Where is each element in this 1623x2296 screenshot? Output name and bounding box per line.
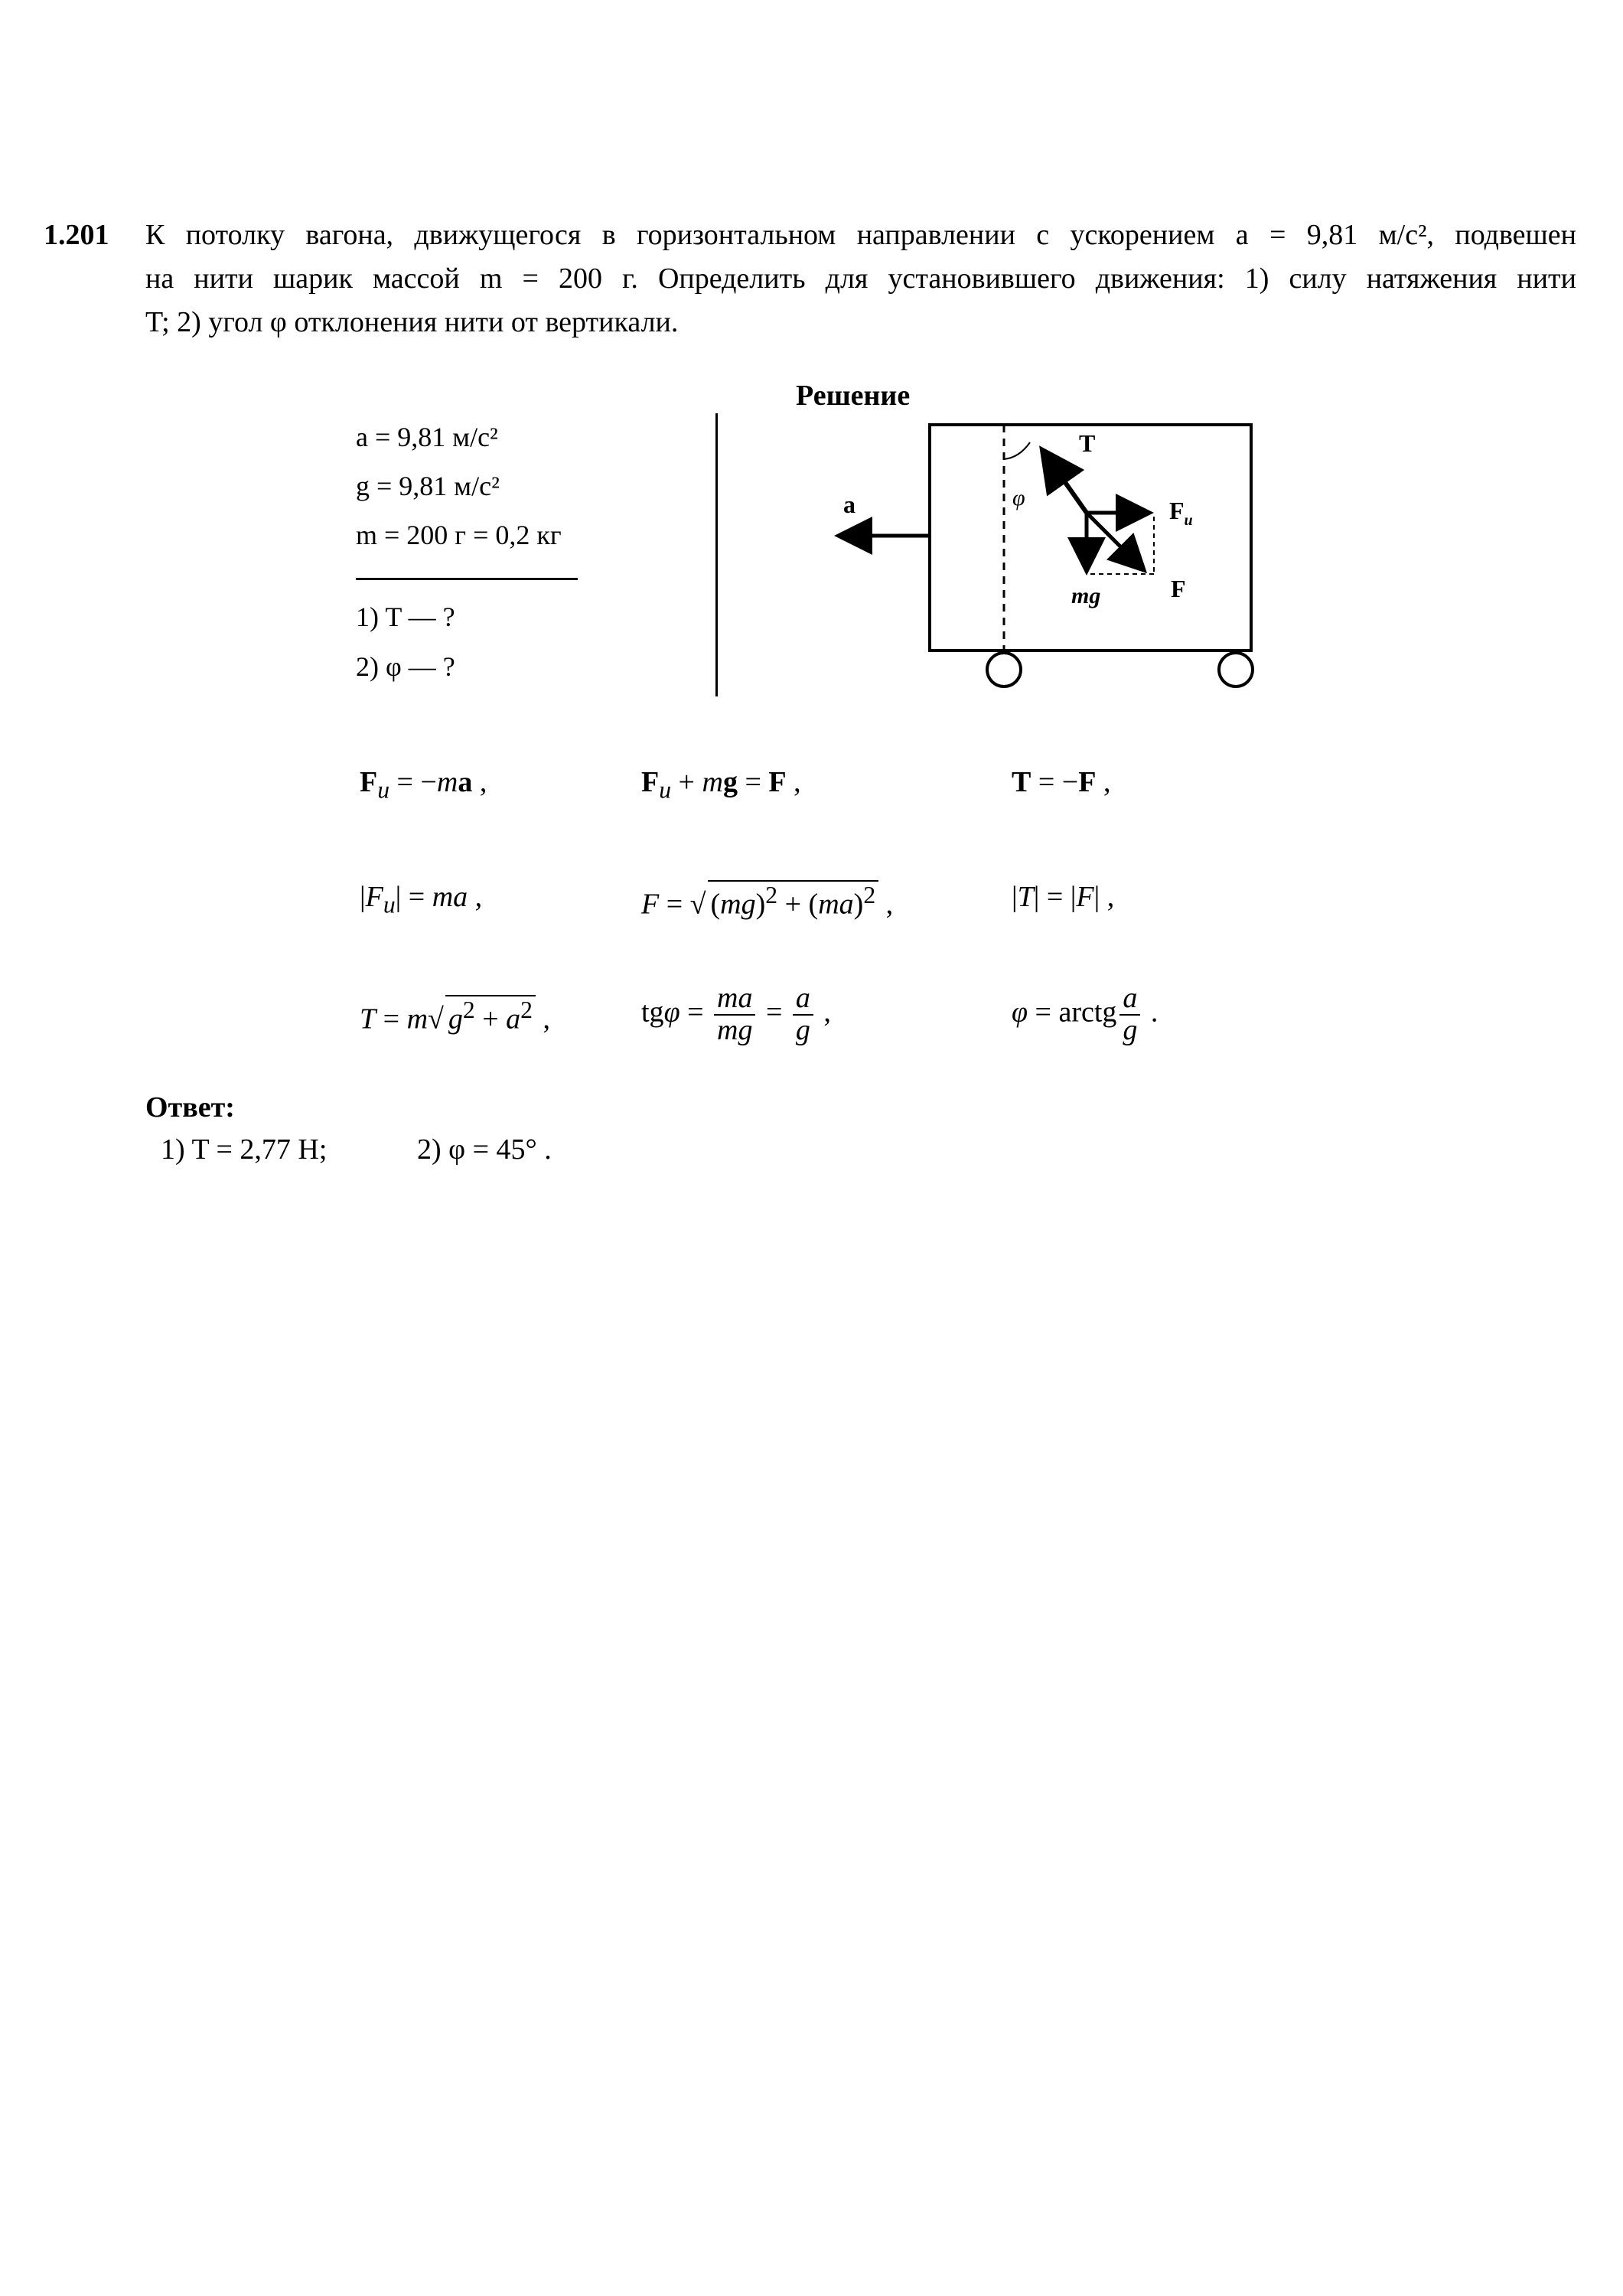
statement-line-1: К потолку вагона, движущегося в горизонтальном направлении с ускорением a = 9,81 м/с², подвешен bbox=[145, 219, 1576, 251]
label-phi: φ bbox=[1012, 485, 1025, 510]
wagon-diagram bbox=[826, 406, 1362, 704]
problem-number: 1.201 bbox=[44, 219, 109, 251]
formula-r3c2: tgφ = $\frac{ma}{mg}$ = $\frac{a}{g}$ , bbox=[641, 982, 831, 1046]
formula-r2c2: F = √ (mg)$^2$ + (ma)$^2$ , bbox=[641, 882, 894, 921]
statement-line-3: T; 2) угол φ отклонения нити от вертикали. bbox=[145, 306, 679, 338]
formula-r2c1: $|F_и|$ = ma , bbox=[360, 881, 483, 918]
label-mg: mg bbox=[1071, 583, 1101, 608]
solution-heading: Решение bbox=[796, 380, 911, 412]
given-divider bbox=[356, 578, 578, 580]
label-Fu: $F_и$ bbox=[1169, 497, 1193, 529]
formula-r1c2: $F_и$ + mg = F , bbox=[641, 766, 801, 804]
question-2: 2) φ — ? bbox=[356, 651, 455, 682]
formula-r3c3: φ = arctg $\frac{a}{g}$ . bbox=[1012, 982, 1159, 1046]
angle-arc bbox=[1004, 442, 1030, 459]
formula-r1c3: T = −F , bbox=[1012, 766, 1111, 798]
wagon-body bbox=[930, 425, 1251, 651]
wagon-wheel-left bbox=[987, 653, 1021, 687]
formula-r3c1: T = m√ $g^2 + a^2$ , bbox=[360, 996, 550, 1035]
tension-arrow bbox=[1045, 453, 1087, 513]
formula-r1c1: $F_и = -ma$ , bbox=[360, 766, 487, 804]
resultant-force-arrow bbox=[1087, 513, 1142, 568]
formula-r2c3: |T| = |F| , bbox=[1012, 881, 1115, 913]
label-F: F bbox=[1171, 575, 1186, 602]
question-1: 1) T — ? bbox=[356, 602, 455, 632]
given-g: g = 9,81 м/с² bbox=[356, 471, 500, 501]
given-m: m = 200 г = 0,2 кг bbox=[356, 520, 562, 550]
vertical-separator bbox=[715, 413, 718, 696]
wagon-wheel-right bbox=[1219, 653, 1253, 687]
answer-2: 2) φ = 45° . bbox=[417, 1133, 552, 1166]
answer-heading: Ответ: bbox=[145, 1091, 235, 1124]
statement-line-2: на нити шарик массой m = 200 г. Определить для установившего движения: 1) силу натяжения нити bbox=[145, 263, 1576, 295]
label-T: T bbox=[1079, 429, 1096, 457]
given-a: a = 9,81 м/с² bbox=[356, 422, 498, 452]
label-a: a bbox=[843, 491, 855, 518]
answer-1: 1) T = 2,77 Н; bbox=[161, 1133, 328, 1166]
